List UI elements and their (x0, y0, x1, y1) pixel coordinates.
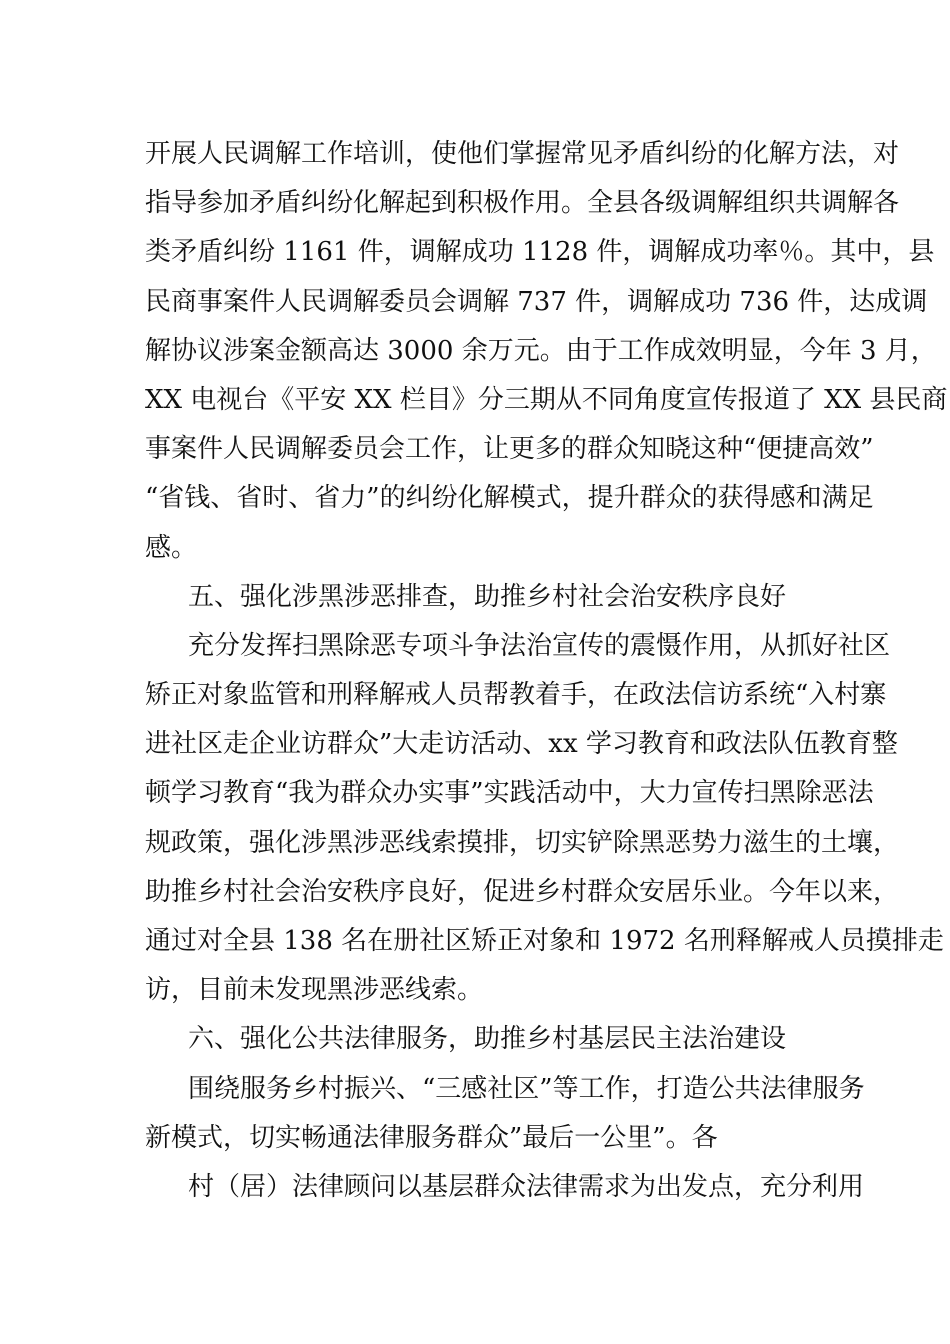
paragraph-line: 类矛盾纠纷 1161 件，调解成功 1128 件，调解成功率％。其中，县 (145, 237, 935, 268)
paragraph-line: 进社区走企业访群众”大走访活动、xx 学习教育和政法队伍教育整 (145, 729, 898, 760)
paragraph-line: 民商事案件人民调解委员会调解 737 件，调解成功 736 件，达成调 (145, 286, 928, 317)
paragraph-line: “省钱、省时、省力”的纠纷化解模式，提升群众的获得感和满足 (145, 483, 874, 514)
paragraph-line: 围绕服务乡村振兴、“三感社区”等工作，打造公共法律服务 (188, 1073, 865, 1104)
document-body (145, 130, 948, 1212)
paragraph-line: 感。 (145, 532, 198, 563)
paragraph-line: 充分发挥扫黑除恶专项斗争法治宣传的震慑作用，从抓好社区 (188, 630, 891, 661)
paragraph-line: XX 电视台《平安 XX 栏目》分三期从不同角度宣传报道了 XX 县民商 (145, 384, 948, 415)
paragraph-line: 矫正对象监管和刑释解戒人员帮教着手，在政法信访系统“入村寨 (145, 680, 887, 711)
paragraph-line: 规政策，强化涉黑涉恶线索摸排，切实铲除黑恶势力滋生的土壤， (145, 827, 900, 858)
paragraph-line: 顿学习教育“我为群众办实事”实践活动中，大力宣传扫黑除恶法 (145, 778, 874, 809)
paragraph-line: 解协议涉案金额高达 3000 余万元。由于工作成效明显，今年 3 月， (145, 335, 937, 366)
paragraph-line: 助推乡村社会治安秩序良好，促进乡村群众安居乐业。今年以来， (145, 876, 900, 907)
paragraph-line: 开展人民调解工作培训，使他们掌握常见矛盾纠纷的化解方法，对 (145, 139, 900, 169)
paragraph-line: 指导参加矛盾纠纷化解起到积极作用。全县各级调解组织共调解各 (145, 188, 900, 219)
section-heading: 六、强化公共法律服务，助推乡村基层民主法治建设 (188, 1024, 787, 1055)
paragraph-line: 村（居）法律顾问以基层群众法律需求为出发点，充分利用 (188, 1171, 865, 1202)
paragraph-line: 新模式，切实畅通法律服务群众”最后一公里”。各 (145, 1122, 718, 1153)
section-heading: 五、强化涉黑涉恶排查，助推乡村社会治安秩序良好 (188, 581, 787, 612)
paragraph-line: 访，目前未发现黑涉恶线索。 (145, 975, 484, 1006)
paragraph-line: 通过对全县 138 名在册社区矫正对象和 1972 名刑释解戒人员摸排走 (145, 926, 944, 956)
paragraph-line: 事案件人民调解委员会工作，让更多的群众知晓这种“便捷高效” (145, 434, 874, 465)
